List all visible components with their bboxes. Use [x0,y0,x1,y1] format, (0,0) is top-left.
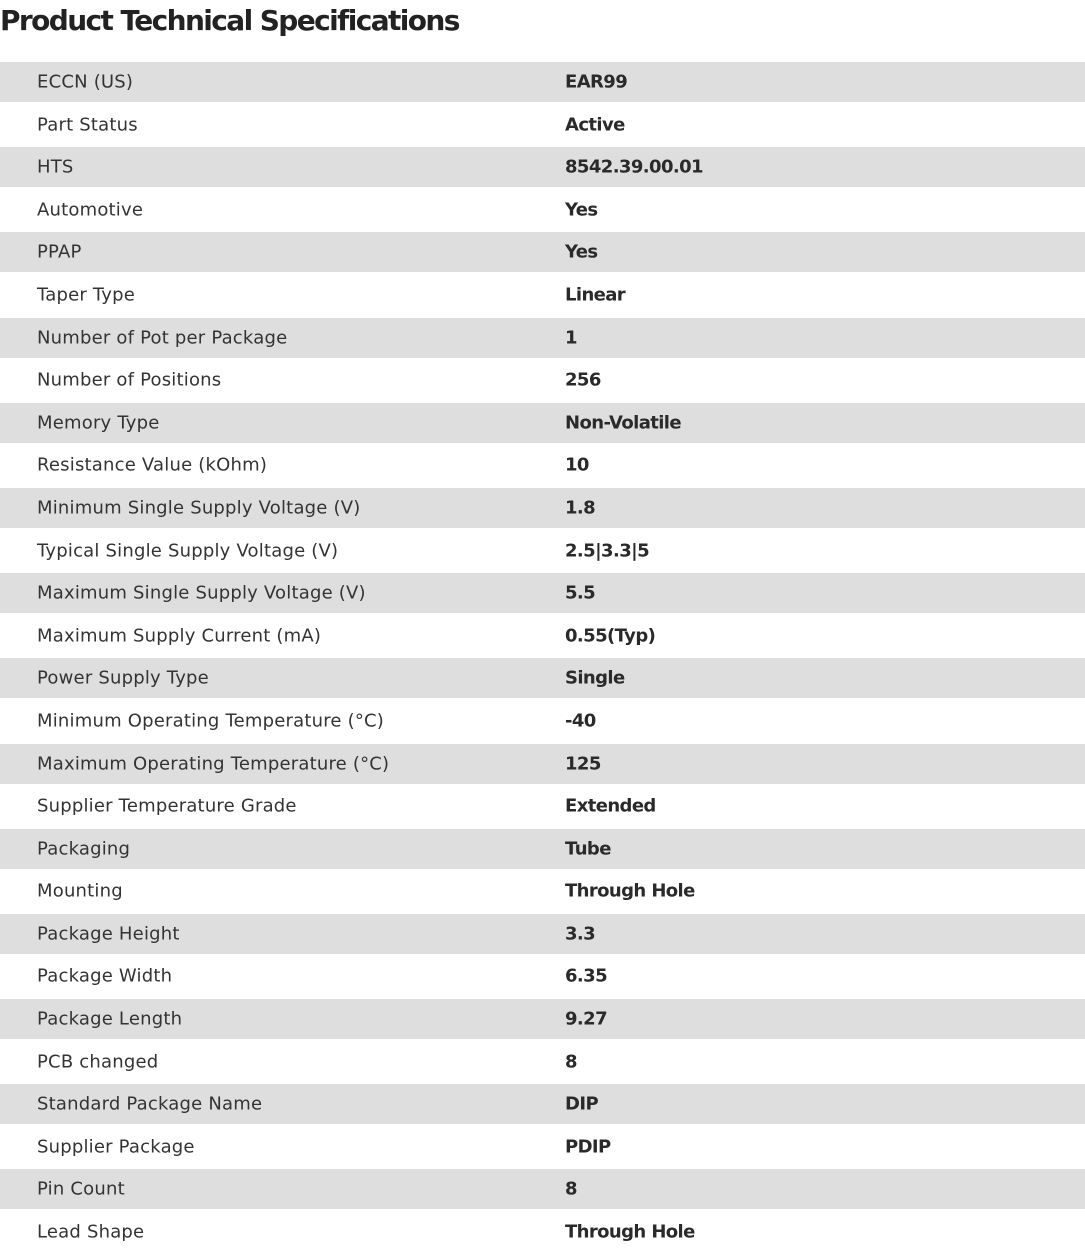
spec-row [0,403,1085,443]
spec-label: Supplier Package [37,1136,195,1158]
spec-label: Maximum Operating Temperature (°C) [37,753,390,774]
spec-row [0,1211,1085,1254]
spec-label: Package Length [37,1008,183,1030]
spec-row [0,829,1085,869]
spec-value: PDIP [565,1136,611,1158]
spec-value: Tube [565,838,611,860]
spec-label: Supplier Temperature Grade [37,795,297,817]
spec-value: 125 [565,753,601,774]
spec-row [0,529,1085,572]
spec-label: Power Supply Type [37,667,209,689]
spec-row [0,999,1085,1039]
spec-label: Taper Type [37,284,136,306]
spec-label: HTS [37,156,74,178]
spec-row [0,700,1085,743]
spec-value: 6.35 [565,965,608,987]
spec-row [0,870,1085,913]
spec-value: 1.8 [565,497,596,519]
spec-value: Single [565,667,625,689]
spec-row [0,955,1085,998]
spec-value: EAR99 [565,71,628,93]
spec-label: Maximum Single Supply Voltage (V) [37,582,366,604]
spec-row [0,359,1085,402]
spec-label: Standard Package Name [37,1093,263,1115]
spec-label: ECCN (US) [37,71,134,93]
spec-value: 3.3 [565,923,596,945]
page-title: Product Technical Specifications [0,4,459,37]
spec-label: Lead Shape [37,1221,145,1243]
spec-row [0,274,1085,317]
spec-value: 8 [565,1178,577,1200]
spec-row [0,232,1085,272]
spec-value: Extended [565,795,656,817]
spec-row [0,488,1085,528]
spec-label: Resistance Value (kOhm) [37,454,268,476]
spec-table [0,62,1085,1253]
spec-value: 256 [565,369,601,391]
spec-value: DIP [565,1093,599,1115]
spec-value: 8 [565,1051,577,1073]
spec-row [0,62,1085,102]
spec-value: Through Hole [565,880,695,902]
spec-row [0,188,1085,231]
spec-row [0,785,1085,828]
spec-row [0,658,1085,698]
spec-value: Active [565,114,625,136]
spec-value: 2.5|3.3|5 [565,540,650,562]
spec-value: Non-Volatile [565,412,681,434]
spec-value: -40 [565,710,596,732]
spec-label: Pin Count [37,1178,125,1200]
spec-label: Maximum Supply Current (mA) [37,625,322,647]
spec-row [0,147,1085,187]
spec-label: Minimum Single Supply Voltage (V) [37,497,361,519]
spec-value: 1 [565,327,577,349]
spec-row [0,103,1085,146]
spec-value: Through Hole [565,1221,695,1243]
spec-row [0,318,1085,358]
spec-label: Memory Type [37,412,160,434]
spec-label: Typical Single Supply Voltage (V) [37,540,339,562]
spec-value: 10 [565,454,589,476]
spec-label: Package Width [37,965,173,987]
spec-label: Number of Pot per Package [37,327,288,349]
spec-row [0,1126,1085,1169]
spec-row [0,1040,1085,1083]
spec-label: Part Status [37,114,138,136]
spec-value: Linear [565,284,626,306]
spec-row [0,614,1085,657]
spec-value: Yes [565,199,598,221]
spec-value: 5.5 [565,582,596,604]
spec-label: PCB changed [37,1051,159,1073]
spec-label: PPAP [37,241,82,263]
spec-row [0,914,1085,954]
spec-label: Packaging [37,838,131,860]
spec-value: Yes [565,241,598,263]
spec-label: Automotive [37,199,144,221]
spec-row [0,744,1085,784]
spec-row [0,444,1085,487]
spec-label: Package Height [37,923,180,945]
spec-row [0,573,1085,613]
spec-label: Mounting [37,880,123,902]
spec-value: 9.27 [565,1008,608,1030]
spec-value: 8542.39.00.01 [565,156,703,178]
spec-label: Number of Positions [37,369,222,391]
spec-row [0,1084,1085,1124]
spec-value: 0.55(Typ) [565,625,656,647]
spec-row [0,1169,1085,1209]
spec-label: Minimum Operating Temperature (°C) [37,710,385,732]
